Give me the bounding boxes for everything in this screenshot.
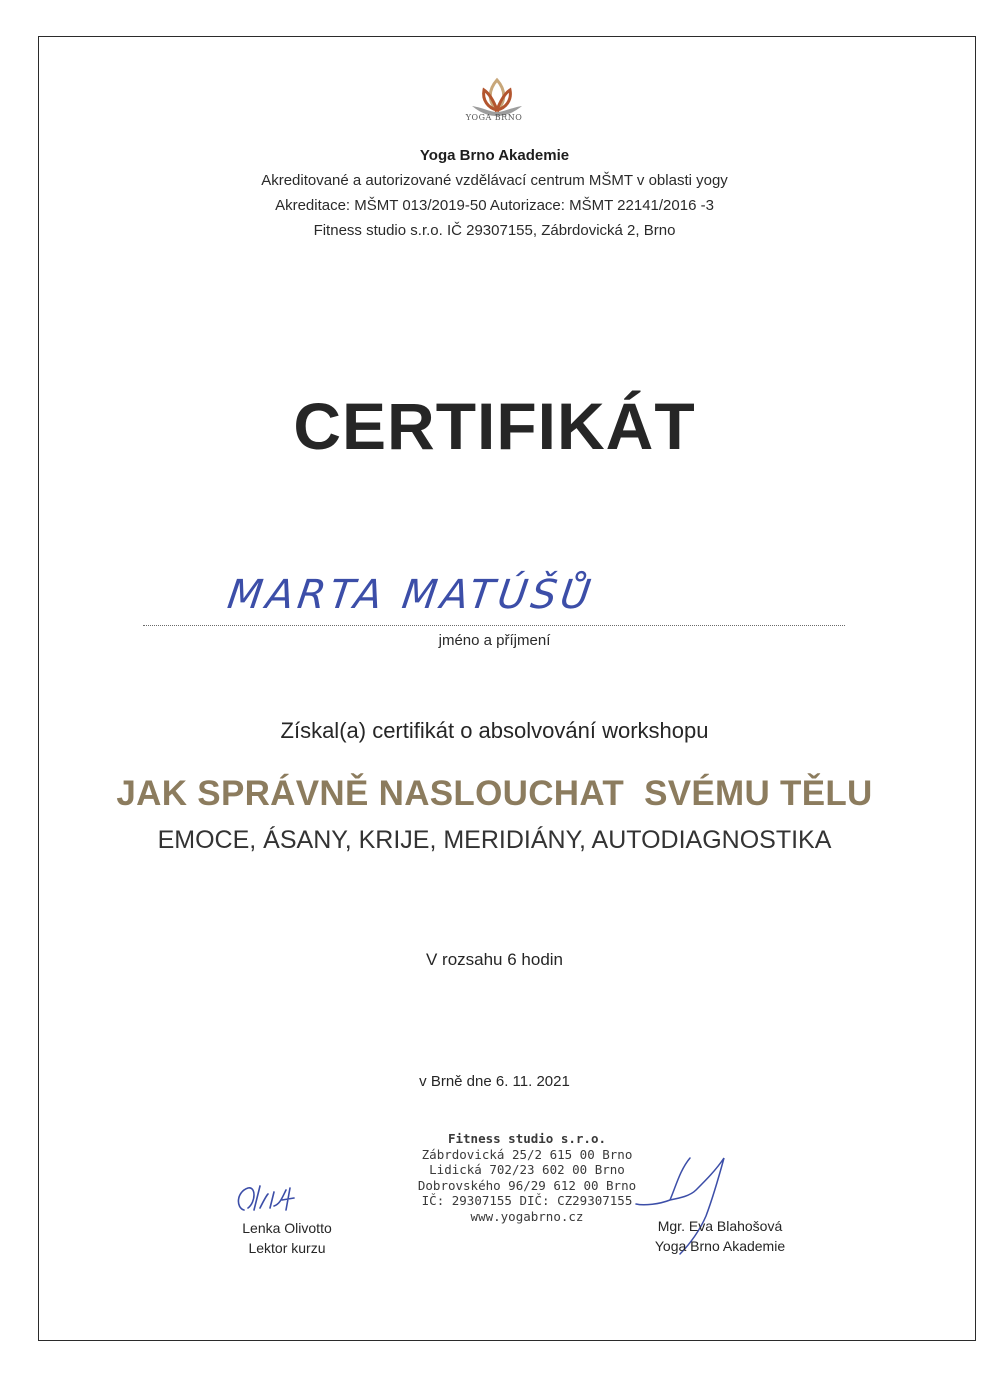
stamp-line: www.yogabrno.cz bbox=[470, 1208, 584, 1224]
organization-description: Akreditované a autorizované vzdělávací centrum MŠMT v oblasti yogy bbox=[261, 172, 728, 189]
stamp-line: Lidická 702/23 602 00 Brno bbox=[429, 1162, 625, 1177]
accreditation-line: Akreditace: MŠMT 013/2019-50 Autorizace: MŠMT 22141/2016 -3 bbox=[275, 197, 714, 214]
name-caption: jméno a příjmení bbox=[438, 632, 551, 649]
stamp-line: Dobrovského 96/29 612 00 Brno bbox=[417, 1177, 637, 1193]
director-role: Yoga Brno Akademie bbox=[654, 1238, 786, 1254]
name-underline bbox=[143, 625, 845, 626]
lector-role: Lektor kurzu bbox=[248, 1240, 326, 1256]
workshop-subtitle: EMOCE, ÁSANY, KRIJE, MERIDIÁNY, AUTODIAGNOSTIKA bbox=[157, 826, 832, 854]
stamp-line: IČ: 29307155 DIČ: CZ29307155 bbox=[421, 1193, 633, 1208]
date-text: v Brně dne 6. 11. 2021 bbox=[419, 1073, 570, 1090]
lector-block bbox=[222, 1218, 352, 1258]
certificate-title: CERTIFIKÁT bbox=[293, 389, 696, 463]
recipient-name: MARTA MATÚŠŮ bbox=[224, 572, 598, 618]
stamp-line: Zábrdovická 25/2 615 00 Brno bbox=[421, 1146, 633, 1162]
lector-signature bbox=[222, 1180, 352, 1220]
organization-name: Yoga Brno Akademie bbox=[419, 147, 570, 164]
director-name: Mgr. Eva Blahošová bbox=[657, 1218, 783, 1234]
company-address-line: Fitness studio s.r.o. IČ 29307155, Zábrdovická 2, Brno bbox=[313, 222, 676, 239]
stamp-line: Fitness studio s.r.o. bbox=[447, 1131, 607, 1146]
lector-name: Lenka Olivotto bbox=[242, 1220, 332, 1236]
logo-text: YOGA BRNO bbox=[465, 113, 523, 122]
duration-text: V rozsahu 6 hodin bbox=[425, 950, 564, 969]
director-block bbox=[635, 1216, 805, 1256]
workshop-title: JAK SPRÁVNĚ NASLOUCHAT SVÉMU TĚLU bbox=[116, 774, 873, 813]
award-statement: Získal(a) certifikát o absolvování workshopu bbox=[280, 718, 709, 743]
